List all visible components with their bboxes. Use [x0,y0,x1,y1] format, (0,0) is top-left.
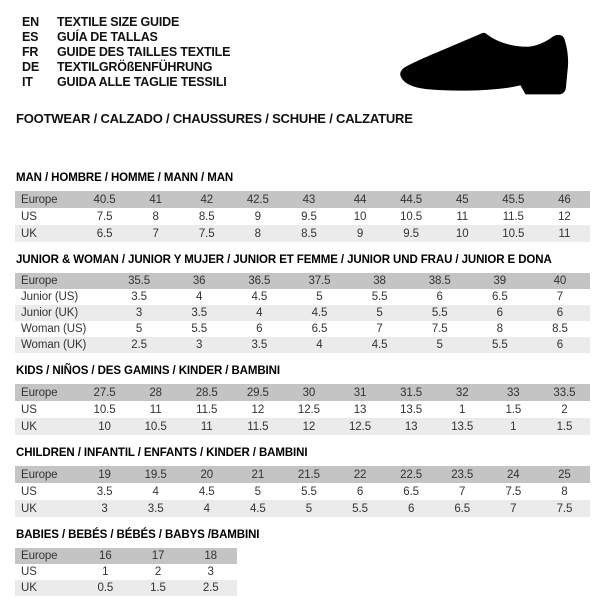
size-cell: 11.5 [502,210,524,223]
size-cell: 6 [556,307,564,319]
language-label: GUIDE DES TAILLES TEXTILE [57,45,231,59]
size-cell: 3.5 [96,485,113,498]
size-cell: 6 [407,502,415,515]
size-cell: 7 [459,485,466,498]
category-line: FOOTWEAR / CALZADO / CHAUSSURES / SCHUHE / CALZATURE [16,111,413,126]
size-cell: 4 [316,339,323,351]
size-cell: 13 [353,403,367,416]
size-cell: 40 [553,275,567,287]
size-cell: 6 [496,307,503,319]
size-cell: 1 [102,566,109,578]
table-row [15,401,590,418]
size-cell: 6.5 [491,291,508,303]
size-section-title: MAN / HOMBRE / HOMME / MANN / MAN [16,172,234,184]
row-label: Europe [21,275,58,287]
size-cell: 5.5 [191,323,208,335]
size-cell: 45.5 [502,193,525,206]
language-code: FR [22,45,39,59]
table-row [15,273,590,289]
size-cell: 11 [200,420,213,433]
size-section-title: BABIES / BEBÉS / BÉBÉS / BABYS /BAMBINI [16,529,260,541]
table-row [15,483,590,500]
size-cell: 33.5 [553,386,576,399]
row-label: UK [21,502,37,515]
size-cell: 1.5 [150,582,166,594]
size-cell: 16 [99,550,112,562]
size-cell: 6.5 [311,323,328,335]
row-label: US [21,403,37,416]
size-cell: 21.5 [297,468,320,481]
size-cell: 44 [353,193,367,206]
size-cell: 5 [316,291,323,303]
size-cell: 19.5 [144,468,167,481]
size-cell: 46 [558,193,571,206]
size-cell: 2.5 [202,582,219,594]
size-cell: 7.5 [505,485,522,498]
row-label: UK [21,582,37,594]
size-section-title: KIDS / NIÑOS / DES GAMINS / KINDER / BAMBINI [16,365,280,377]
size-cell: 20 [200,468,214,481]
size-cell: 31 [353,386,367,399]
table-row [15,337,590,353]
size-cell: 27.5 [93,386,116,399]
row-label: Junior (US) [21,291,79,303]
size-cell: 10 [98,420,111,433]
size-cell: 5 [254,485,261,498]
size-cell: 8 [496,323,503,335]
size-cell: 3.5 [147,502,164,515]
size-cell: 8 [561,485,568,498]
size-cell: 9 [356,227,364,240]
size-cell: 21 [251,468,265,481]
size-cell: 31.5 [400,386,423,399]
size-cell: 5.5 [491,339,508,351]
size-cell: 9.5 [301,210,317,223]
table-row [15,500,590,517]
size-cell: 41 [149,193,162,206]
size-section-children [15,447,590,517]
size-cell: 11.5 [196,403,218,416]
size-cell: 3 [135,307,143,319]
size-table-junior-woman [15,273,590,353]
size-cell: 8 [152,210,159,223]
size-cell: 7.5 [96,210,113,223]
row-label: Junior (UK) [21,307,79,319]
size-cell: 1 [459,403,466,416]
size-cell: 1.5 [556,420,573,433]
table-row [15,564,237,580]
size-cell: 3 [207,566,214,578]
size-cell: 3 [101,502,108,515]
size-cell: 18 [204,550,217,562]
size-cell: 3.5 [251,339,268,351]
row-label: Europe [21,468,58,481]
language-code: ES [22,30,39,44]
size-table-kids [15,384,590,435]
row-label: UK [21,227,37,240]
table-row [15,305,590,321]
row-label: US [21,210,37,223]
size-cell: 32 [455,386,469,399]
size-section-babies [15,529,590,596]
size-cell: 12 [558,210,571,223]
size-cell: 4.5 [249,502,266,515]
size-cell: 12.5 [297,403,320,416]
size-cell: 8 [254,227,261,240]
size-cell: 4 [203,502,210,515]
size-cell: 13.5 [400,403,423,416]
table-row [15,191,590,208]
size-cell: 3.5 [191,307,208,319]
size-cell: 3.5 [131,291,147,303]
size-cell: 11 [149,403,162,416]
size-cell: 10.5 [502,227,525,240]
size-cell: 7 [376,323,383,335]
row-label: Woman (US) [21,323,87,335]
shoe-icon [400,32,570,96]
size-cell: 10 [353,210,367,223]
size-cell: 43 [302,193,316,206]
language-label: TEXTILGRÖßENFÜHRUNG [57,60,213,74]
size-cell: 11 [456,210,469,223]
size-section-kids [15,365,590,435]
size-cell: 5 [436,339,443,351]
size-cell: 42 [200,193,214,206]
row-label: US [21,566,37,578]
size-cell: 30 [302,386,316,399]
size-cell: 5.5 [431,307,448,319]
size-cell: 4 [152,485,159,498]
size-cell: 35.5 [128,275,151,287]
table-row [15,548,237,564]
size-cell: 36 [192,275,206,287]
table-row [15,580,237,596]
size-cell: 3 [196,339,203,351]
size-cell: 12.5 [349,420,371,433]
row-label: Europe [21,386,58,399]
size-cell: 25 [558,468,571,481]
size-cell: 5.5 [352,502,368,515]
size-cell: 5.5 [371,291,388,303]
size-cell: 36.5 [248,275,271,287]
size-cell: 6 [256,323,263,335]
row-label: UK [21,420,37,433]
table-row [15,225,590,242]
size-cell: 44.5 [400,193,423,206]
size-cell: 17 [151,550,165,562]
size-cell: 11 [558,227,571,240]
size-cell: 28 [149,386,162,399]
size-cell: 6.5 [96,227,113,240]
size-cell: 5 [135,323,143,335]
size-cell: 7.5 [556,502,573,515]
size-cell: 10.5 [144,420,167,433]
size-cell: 10.5 [93,403,116,416]
size-cell: 12 [251,403,265,416]
size-cell: 7 [152,227,159,240]
size-cell: 23.5 [451,468,474,481]
language-label: TEXTILE SIZE GUIDE [57,15,180,29]
language-code: DE [22,60,39,74]
size-cell: 42.5 [246,193,269,206]
size-cell: 4.5 [251,291,268,303]
size-cell: 19 [98,468,111,481]
table-row [15,384,590,401]
size-table-children [15,466,590,517]
size-section-title: JUNIOR & WOMAN / JUNIOR Y MUJER / JUNIOR ET FEMME / JUNIOR UND FRAU / JUNIOR E DONA [16,254,552,266]
row-label: Europe [21,193,58,206]
size-cell: 7.5 [431,323,448,335]
size-cell: 6.5 [403,485,419,498]
size-cell: 22 [353,468,367,481]
size-cell: 2.5 [131,339,147,351]
size-cell: 4.5 [198,485,215,498]
table-row [15,418,590,435]
size-cell: 6 [556,339,564,351]
table-row [15,289,590,305]
size-cell: 6 [436,291,443,303]
size-cell: 13.5 [451,420,474,433]
size-cell: 37.5 [308,275,331,287]
size-cell: 5 [305,502,313,515]
size-cell: 12 [302,420,316,433]
size-cell: 1 [510,420,517,433]
size-cell: 33 [507,386,520,399]
size-cell: 0.5 [97,582,114,594]
size-cell: 7 [510,502,517,515]
size-cell: 5 [376,307,383,319]
size-cell: 38.5 [428,275,451,287]
size-cell: 7.5 [198,227,215,240]
size-cell: 10 [455,227,469,240]
size-cell: 39 [493,275,507,287]
size-section-junior-woman [15,254,590,353]
size-cell: 40.5 [93,193,116,206]
size-cell: 9.5 [403,227,419,240]
size-cell: 11.5 [247,420,269,433]
tables-area [15,172,590,596]
row-label: Europe [21,550,58,562]
size-table-babies [15,548,237,596]
size-cell: 6.5 [454,502,471,515]
size-cell: 6 [356,485,364,498]
size-cell: 29.5 [246,386,269,399]
size-cell: 13 [404,420,418,433]
size-cell: 22.5 [400,468,423,481]
row-label: US [21,485,37,498]
table-row [15,321,590,337]
size-section-title: CHILDREN / INFANTIL / ENFANTS / KINDER / BAMBINI [16,447,308,459]
size-cell: 7 [556,291,564,303]
size-cell: 4 [196,291,203,303]
size-cell: 1.5 [505,403,522,416]
language-row [22,15,600,30]
size-cell: 45 [455,193,469,206]
language-code: IT [22,75,33,89]
table-row [15,208,590,225]
table-row [15,466,590,483]
language-label: GUIDA ALLE TAGLIE TESSILI [57,75,227,89]
size-cell: 8.5 [301,227,317,240]
language-label: GUÍA DE TALLAS [57,30,158,44]
size-cell: 5.5 [301,485,317,498]
size-cell: 2 [561,403,568,416]
language-code: EN [22,15,39,29]
size-cell: 8.5 [198,210,215,223]
size-cell: 9 [254,210,261,223]
size-cell: 4.5 [311,307,328,319]
size-cell: 24 [507,468,520,481]
size-cell: 2 [154,566,162,578]
size-table-man [15,191,590,242]
size-cell: 4 [256,307,263,319]
size-cell: 8.5 [552,323,568,335]
size-cell: 38 [373,275,386,287]
size-cell: 4.5 [371,339,388,351]
size-section-man [15,172,590,242]
size-cell: 28.5 [195,386,218,399]
row-label: Woman (UK) [21,339,87,351]
size-cell: 10.5 [400,210,423,223]
